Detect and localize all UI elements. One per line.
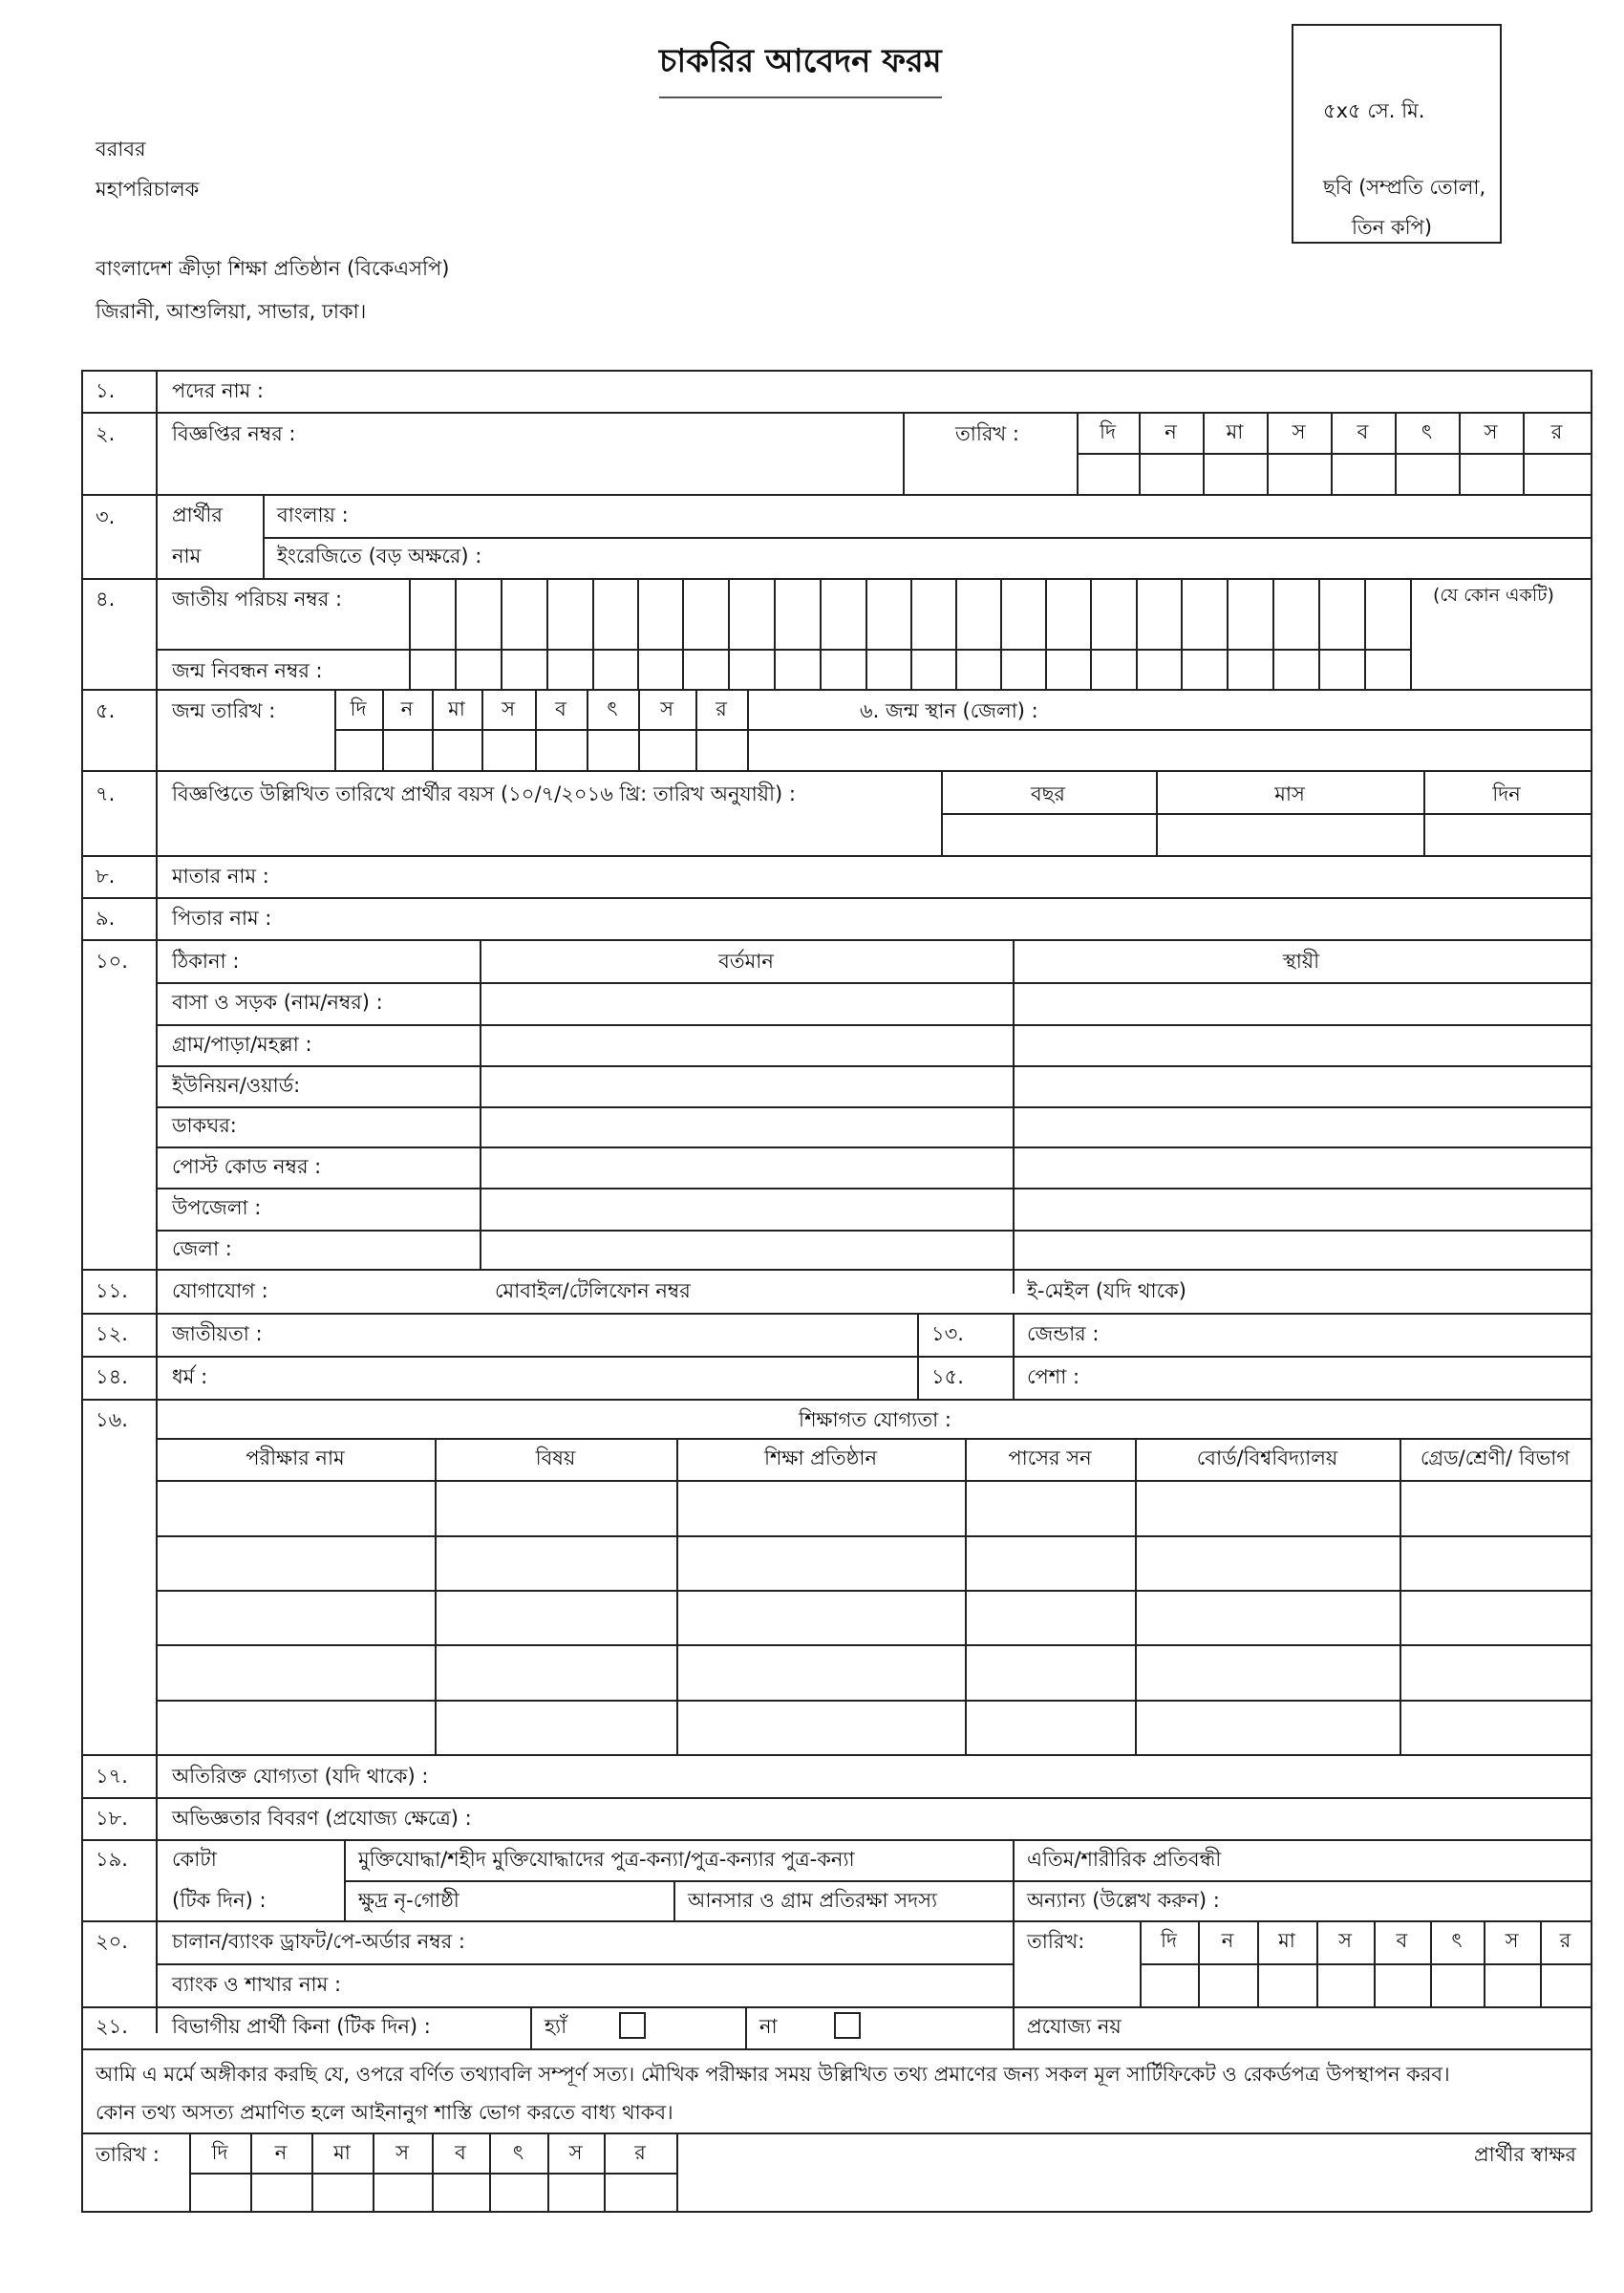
field-label: প্রার্থীর <box>172 504 223 526</box>
signature-date-digit-cell[interactable] <box>549 2175 603 2210</box>
date-letter: ৎ <box>1451 1929 1463 1952</box>
quota-option: মুক্তিযোদ্ধা/শহীদ মুক্তিযোদ্ধাদের পুত্র-কন্যা/পুত্র-কন্যার পুত্র-কন্যা <box>358 1848 855 1871</box>
row-number: ২. <box>96 422 116 445</box>
permanent-address-cell[interactable] <box>1015 984 1590 1023</box>
row-number: ১৫. <box>931 1365 964 1388</box>
date-digit-cell[interactable] <box>1397 455 1458 493</box>
nid-digit-cell[interactable] <box>639 580 681 648</box>
quota-orphan-cell[interactable] <box>1015 1841 1590 1879</box>
education-cell[interactable] <box>678 1702 964 1753</box>
date-letter: স <box>1338 1929 1352 1952</box>
date-letter: র <box>1559 1929 1571 1952</box>
quota-ansar-cell[interactable] <box>675 1882 1012 1919</box>
present-address-cell[interactable] <box>481 1189 1012 1229</box>
row-number: ৭. <box>96 782 116 805</box>
date-letter: দি <box>211 2141 228 2164</box>
date-digit-cell[interactable] <box>1079 455 1138 493</box>
quota-option: ক্ষুদ্র নৃ-গোষ্ঠী <box>358 1889 459 1912</box>
education-cell[interactable] <box>678 1646 964 1699</box>
education-cell[interactable] <box>437 1592 675 1643</box>
birthdate-digit-cell[interactable] <box>384 731 431 769</box>
photo-size: ৫x৫ সে. মি. <box>1323 99 1425 122</box>
row-number: ১৬. <box>96 1408 128 1431</box>
row-number: ১২. <box>96 1322 128 1345</box>
birth-reg-digit-cell[interactable] <box>776 651 819 688</box>
photo-note: তিন কপি) <box>1352 216 1433 239</box>
signature-date-digit-cell[interactable] <box>434 2175 488 2210</box>
address-field-label: পোস্ট কোড নম্বর : <box>172 1154 322 1178</box>
date-letter: ন <box>400 697 414 720</box>
permanent-address-cell[interactable] <box>1015 1232 1590 1268</box>
table-line <box>903 412 905 494</box>
notice-number-input[interactable] <box>288 414 902 493</box>
payment-date-digit-cell[interactable] <box>1542 1965 1590 2005</box>
signature-date-digit-cell[interactable] <box>374 2175 431 2210</box>
education-header: বোর্ড/বিশ্ববিদ্যালয় <box>1196 1447 1338 1469</box>
nid-digit-cell[interactable] <box>457 580 500 648</box>
date-letter: স <box>568 2141 583 2164</box>
date-letter: র <box>716 697 727 720</box>
permanent-address-cell[interactable] <box>1015 1067 1590 1105</box>
nationality-input[interactable] <box>269 1315 916 1355</box>
birth-reg-digit-cell[interactable] <box>1047 651 1089 688</box>
date-letter: র <box>1550 420 1563 443</box>
signature-date-digit-cell[interactable] <box>606 2175 675 2210</box>
table-line <box>1013 2006 1015 2048</box>
signature-date-digit-cell[interactable] <box>191 2175 249 2210</box>
signature-area[interactable] <box>678 2134 1590 2210</box>
birth-reg-digit-cell[interactable] <box>594 651 636 688</box>
extra-qualification-input[interactable] <box>460 1756 1590 1796</box>
payment-date-digit-cell[interactable] <box>1259 1965 1315 2005</box>
education-cell[interactable] <box>967 1537 1134 1589</box>
date-digit-cell[interactable] <box>1333 455 1394 493</box>
education-cell[interactable] <box>678 1592 964 1643</box>
field-label: পিতার নাম : <box>172 907 272 930</box>
present-address-cell[interactable] <box>481 1067 1012 1105</box>
payment-date-digit-cell[interactable] <box>1318 1965 1373 2005</box>
education-cell[interactable] <box>158 1537 434 1589</box>
field-label: বিভাগীয় প্রার্থী কিনা (টিক দিন) : <box>172 2015 431 2038</box>
gender-input[interactable] <box>1110 1315 1590 1355</box>
nid-digit-cell[interactable] <box>912 580 954 648</box>
education-header: শিক্ষা প্রতিষ্ঠান <box>764 1447 877 1469</box>
declaration-text: কোন তথ্য অসত্য প্রমাণিত হলে আইনানুগ শাস্তি ভোগ করতে বাধ্য থাকব। <box>96 2101 673 2124</box>
address-field-label: উপজেলা : <box>172 1196 262 1219</box>
education-header: পরীক্ষার নাম <box>246 1447 345 1469</box>
table-line <box>156 1438 1591 1440</box>
address-field-label: ইউনিয়ন/ওয়ার্ড: <box>172 1073 301 1097</box>
age-year-cell[interactable] <box>943 815 1155 854</box>
table-line <box>1410 578 1412 689</box>
education-cell[interactable] <box>1137 1592 1399 1643</box>
row-number: ৪. <box>96 588 116 611</box>
nid-digit-cell[interactable] <box>1320 580 1363 648</box>
field-label: বিজ্ঞপ্তিতে উল্লিখিত তারিখে প্রার্থীর বয়স (১০/৭/২০১৬ খ্রি: তারিখ অনুযায়ী) : <box>172 782 797 805</box>
nid-digit-cell[interactable] <box>684 580 727 648</box>
nid-digit-cell[interactable] <box>411 580 454 648</box>
quota-freedom-fighter-cell[interactable] <box>346 1841 1012 1879</box>
table-line <box>81 2048 1591 2050</box>
payment-date-digit-cell[interactable] <box>1376 1965 1429 2005</box>
father-name-input[interactable] <box>288 899 1590 938</box>
address-header: স্থায়ী <box>1282 950 1320 973</box>
field-label: জেন্ডার : <box>1027 1322 1100 1345</box>
row-number: ৩. <box>96 505 116 528</box>
quota-other-cell[interactable] <box>1015 1882 1590 1919</box>
field-label: যোগাযোগ : <box>172 1279 268 1302</box>
quota-option: অন্যান্য (উল্লেখ করুন) : <box>1027 1889 1220 1912</box>
education-header: বিষয় <box>535 1447 576 1469</box>
birth-reg-digit-cell[interactable] <box>1002 651 1044 688</box>
age-day-cell[interactable] <box>1425 815 1590 854</box>
nid-digit-cell[interactable] <box>502 580 545 648</box>
field-label: জাতীয়তা : <box>172 1322 263 1345</box>
photo-note: ছবি (সম্প্রতি তোলা, <box>1323 176 1486 199</box>
nid-digit-cell[interactable] <box>548 580 591 648</box>
table-line <box>81 1269 1591 1271</box>
education-cell[interactable] <box>1401 1537 1590 1589</box>
education-cell[interactable] <box>158 1646 434 1699</box>
photo-box <box>1292 24 1502 244</box>
table-line <box>745 2006 747 2048</box>
row-number: ৫. <box>96 699 116 722</box>
row-number: ১৭. <box>96 1765 128 1788</box>
field-label: ব্যাংক ও শাখার নাম : <box>172 1973 342 1996</box>
field-label: অতিরিক্ত যোগ্যতা (যদি থাকে) : <box>172 1765 429 1788</box>
nid-digit-cell[interactable] <box>867 580 909 648</box>
table-line <box>1013 1920 1015 2006</box>
education-cell[interactable] <box>967 1592 1134 1643</box>
field-label: জন্ম নিবন্ধন নম্বর : <box>172 659 323 682</box>
address-field-label: ডাকঘর: <box>172 1114 237 1137</box>
address-line: বাংলাদেশ ক্রীড়া শিক্ষা প্রতিষ্ঠান (বিকেএসপি) <box>96 257 450 280</box>
field-label: ঠিকানা : <box>172 950 240 973</box>
date-letter: মা <box>333 2141 351 2164</box>
date-letter: দি <box>1099 420 1117 443</box>
payment-date-digit-cell[interactable] <box>1485 1965 1539 2005</box>
birth-reg-digit-cell[interactable] <box>1320 651 1363 688</box>
education-cell[interactable] <box>437 1482 675 1534</box>
birth-reg-digit-cell[interactable] <box>1183 651 1226 688</box>
education-cell[interactable] <box>437 1646 675 1699</box>
payment-date-digit-cell[interactable] <box>1142 1965 1197 2005</box>
signature-label: প্রার্থীর স্বাক্ষর <box>1473 2143 1576 2166</box>
row-number: ১৮. <box>96 1807 128 1830</box>
table-line <box>263 494 265 578</box>
field-label: পেশা : <box>1027 1365 1080 1388</box>
birth-reg-digit-cell[interactable] <box>684 651 727 688</box>
nid-digit-cell[interactable] <box>1092 580 1135 648</box>
birthdate-digit-cell[interactable] <box>434 731 481 769</box>
birth-reg-digit-cell[interactable] <box>457 651 500 688</box>
field-label: বিজ্ঞপ্তির নম্বর : <box>172 422 296 445</box>
field-label: বাংলায় : <box>277 504 349 526</box>
row-number: ২০. <box>96 1930 128 1953</box>
checkbox-no[interactable] <box>834 2012 861 2039</box>
birth-reg-digit-cell[interactable] <box>502 651 545 688</box>
nid-digit-cell[interactable] <box>1366 580 1409 648</box>
field-label: নাম <box>172 545 202 568</box>
quota-option: এতিম/শারীরিক প্রতিবন্ধী <box>1027 1848 1222 1871</box>
row-number: ১১. <box>96 1279 128 1302</box>
birthdate-digit-cell[interactable] <box>336 731 381 769</box>
field-label: ধর্ম : <box>172 1365 208 1388</box>
birth-reg-digit-cell[interactable] <box>867 651 909 688</box>
nid-digit-cell[interactable] <box>1002 580 1044 648</box>
row-number: ২১. <box>96 2015 128 2038</box>
table-border <box>1591 370 1592 2212</box>
field-label: মোবাইল/টেলিফোন নম্বর <box>495 1279 691 1302</box>
nid-digit-cell[interactable] <box>957 580 999 648</box>
field-label: মাতার নাম : <box>172 865 269 888</box>
table-border <box>81 2211 1591 2213</box>
nid-digit-cell[interactable] <box>776 580 819 648</box>
table-line <box>81 1399 1591 1401</box>
date-letter: ৎ <box>607 697 618 720</box>
date-letter: স <box>502 697 515 720</box>
table-line <box>530 2006 532 2048</box>
birth-reg-digit-cell[interactable] <box>1138 651 1180 688</box>
permanent-address-cell[interactable] <box>1015 1189 1590 1229</box>
payment-date-digit-cell[interactable] <box>1432 1965 1483 2005</box>
field-label: ইংরেজিতে (বড় অক্ষরে) : <box>277 545 482 568</box>
table-line <box>747 729 1591 731</box>
education-cell[interactable] <box>158 1482 434 1534</box>
permanent-address-cell[interactable] <box>1015 1108 1590 1146</box>
age-month-cell[interactable] <box>1158 815 1422 854</box>
education-cell[interactable] <box>437 1537 675 1589</box>
education-cell[interactable] <box>1401 1482 1590 1534</box>
education-header: পাসের সন <box>1008 1447 1092 1469</box>
date-letter: স <box>1292 420 1306 443</box>
education-cell[interactable] <box>1137 1482 1399 1534</box>
nid-digit-cell[interactable] <box>1138 580 1180 648</box>
address-line: মহাপরিচালক <box>96 178 200 201</box>
field-label: জাতীয় পরিচয় নম্বর : <box>172 588 343 611</box>
date-letter: ৎ <box>512 2141 524 2164</box>
age-header: মাস <box>1274 782 1305 805</box>
education-cell[interactable] <box>967 1702 1134 1753</box>
date-digit-cell[interactable] <box>1461 455 1522 493</box>
education-cell[interactable] <box>158 1592 434 1643</box>
post-name-input[interactable] <box>250 372 1590 411</box>
present-address-cell[interactable] <box>481 1108 1012 1146</box>
date-letter: র <box>634 2141 646 2164</box>
birth-reg-digit-cell[interactable] <box>912 651 954 688</box>
birth-reg-digit-cell[interactable] <box>1366 651 1409 688</box>
row-number: ১. <box>96 379 116 402</box>
profession-input[interactable] <box>1110 1358 1590 1398</box>
row-number: ১৩. <box>931 1322 964 1345</box>
table-line <box>81 770 1591 772</box>
present-address-cell[interactable] <box>481 984 1012 1023</box>
date-digit-cell[interactable] <box>1141 455 1202 493</box>
nid-digit-cell[interactable] <box>1229 580 1271 648</box>
present-address-cell[interactable] <box>481 1026 1012 1064</box>
address-line: জিরানী, আশুলিয়া, সাভার, ঢাকা। <box>96 300 367 323</box>
table-line <box>156 370 158 2033</box>
note-text: (যে কোন একটি) <box>1433 585 1554 606</box>
field-label: ৬. জন্ম স্থান (জেলা) : <box>860 699 1038 722</box>
field-label: পদের নাম : <box>172 379 264 402</box>
birth-reg-digit-cell[interactable] <box>548 651 591 688</box>
date-letter: ব <box>455 2141 466 2164</box>
education-cell[interactable] <box>1137 1646 1399 1699</box>
education-cell[interactable] <box>967 1482 1134 1534</box>
table-line <box>81 2006 1591 2008</box>
section-title: শিক্ষাগত যোগ্যতা : <box>799 1408 951 1431</box>
name-bangla-input[interactable] <box>460 496 1590 536</box>
option-label: হ্যাঁ <box>545 2015 567 2038</box>
birth-reg-digit-cell[interactable] <box>1092 651 1135 688</box>
birth-reg-digit-cell[interactable] <box>1229 651 1271 688</box>
education-cell[interactable] <box>1401 1646 1590 1699</box>
field-label: তারিখ: <box>1027 1930 1085 1953</box>
present-address-cell[interactable] <box>481 1232 1012 1268</box>
date-letter: ব <box>555 697 566 720</box>
nid-digit-cell[interactable] <box>1047 580 1089 648</box>
education-cell[interactable] <box>158 1702 434 1753</box>
birthplace-input[interactable] <box>1053 691 1590 728</box>
birth-reg-digit-cell[interactable] <box>411 651 454 688</box>
challan-number-input[interactable] <box>480 1922 1012 1962</box>
signature-date-digit-cell[interactable] <box>491 2175 546 2210</box>
nid-digit-cell[interactable] <box>822 580 865 648</box>
education-cell[interactable] <box>437 1702 675 1753</box>
field-label: জন্ম তারিখ : <box>172 699 276 722</box>
birth-reg-digit-cell[interactable] <box>822 651 865 688</box>
name-english-input[interactable] <box>499 539 1590 577</box>
education-header: গ্রেড/শ্রেণী/ বিভাগ <box>1420 1447 1571 1469</box>
table-border <box>81 370 83 2212</box>
row-number: ৮. <box>96 865 116 888</box>
declaration-text: আমি এ মর্মে অঙ্গীকার করছি যে, ওপরে বর্ণিত তথ্যাবলি সম্পূর্ণ সত্য। মৌখিক পরীক্ষার সময় উল্লিখিত তথ্য প্রমাণের জন্য সকল মূল সার্টিফিকেট ও রেকর্ডপত্র উপস্থাপন করব। <box>96 2063 1450 2086</box>
date-letter: দি <box>1160 1929 1178 1952</box>
form-title: চাকরির আবেদন ফরম <box>659 36 942 98</box>
date-letter: স <box>1505 1929 1519 1952</box>
field-label: চালান/ব্যাংক ড্রাফট/পে-অর্ডার নম্বর : <box>172 1930 465 1953</box>
address-line: বরাবর <box>96 138 146 161</box>
field-label: তারিখ : <box>96 2143 160 2166</box>
birth-reg-digit-cell[interactable] <box>1274 651 1317 688</box>
education-cell[interactable] <box>1137 1702 1399 1753</box>
education-cell[interactable] <box>678 1537 964 1589</box>
signature-date-digit-cell[interactable] <box>313 2175 372 2210</box>
birth-reg-digit-cell[interactable] <box>957 651 999 688</box>
date-letter: ৎ <box>1421 420 1433 443</box>
date-letter: দি <box>350 697 367 720</box>
birthdate-digit-cell[interactable] <box>588 731 637 769</box>
row-number: ১৯. <box>96 1848 128 1871</box>
mother-name-input[interactable] <box>288 857 1590 896</box>
row-number: ১০. <box>96 950 128 973</box>
address-field-label: জেলা : <box>172 1236 232 1260</box>
bank-branch-input[interactable] <box>346 1965 1012 2005</box>
address-header: বর্তমান <box>718 950 774 973</box>
field-label: অভিজ্ঞতার বিবরণ (প্রযোজ্য ক্ষেত্রে) : <box>172 1807 472 1830</box>
date-digit-cell[interactable] <box>1205 455 1266 493</box>
permanent-address-cell[interactable] <box>1015 1148 1590 1187</box>
option-label: না <box>759 2015 778 2038</box>
nid-digit-cell[interactable] <box>594 580 636 648</box>
field-label: (টিক দিন) : <box>172 1889 267 1912</box>
date-letter: স <box>660 697 673 720</box>
option-label: প্রযোজ্য নয় <box>1027 2015 1122 2038</box>
education-cell[interactable] <box>967 1646 1134 1699</box>
religion-input[interactable] <box>231 1358 916 1398</box>
quota-ethnic-cell[interactable] <box>346 1882 673 1919</box>
payment-date-digit-cell[interactable] <box>1200 1965 1256 2005</box>
date-letter: ব <box>1357 420 1369 443</box>
quota-option: আনসার ও গ্রাম প্রতিরক্ষা সদস্য <box>688 1889 938 1912</box>
education-cell[interactable] <box>1401 1702 1590 1753</box>
date-letter: মা <box>448 697 465 720</box>
date-digit-cell[interactable] <box>1525 455 1590 493</box>
field-label: ই-মেইল (যদি থাকে) <box>1027 1279 1186 1302</box>
experience-input[interactable] <box>508 1799 1590 1838</box>
date-letter: ন <box>1165 420 1177 443</box>
birthdate-digit-cell[interactable] <box>483 731 534 769</box>
birthdate-digit-cell[interactable] <box>697 731 746 769</box>
checkbox-yes[interactable] <box>619 2012 646 2039</box>
date-letter: ব <box>1396 1929 1408 1952</box>
field-label: কোটা <box>172 1848 217 1871</box>
date-letter: ন <box>1221 1929 1234 1952</box>
nid-digit-cell[interactable] <box>1183 580 1226 648</box>
date-digit-cell[interactable] <box>1269 455 1330 493</box>
row-number: ৯. <box>96 907 116 930</box>
date-letter: ন <box>274 2141 288 2164</box>
nid-digit-cell[interactable] <box>1274 580 1317 648</box>
address-field-label: বাসা ও সড়ক (নাম/নম্বর) : <box>172 991 383 1014</box>
address-field-label: গ্রাম/পাড়া/মহল্লা : <box>172 1032 312 1056</box>
signature-date-digit-cell[interactable] <box>252 2175 310 2210</box>
date-letter: মা <box>1226 420 1244 443</box>
present-address-cell[interactable] <box>481 1148 1012 1187</box>
education-cell[interactable] <box>678 1482 964 1534</box>
education-cell[interactable] <box>1137 1537 1399 1589</box>
date-letter: স <box>395 2141 409 2164</box>
birthdate-digit-cell[interactable] <box>640 731 694 769</box>
birth-reg-digit-cell[interactable] <box>730 651 773 688</box>
birth-reg-digit-cell[interactable] <box>639 651 681 688</box>
age-header: বছর <box>1031 782 1065 805</box>
permanent-address-cell[interactable] <box>1015 1026 1590 1064</box>
education-cell[interactable] <box>1401 1592 1590 1643</box>
table-line <box>81 939 1591 941</box>
age-header: দিন <box>1492 782 1521 805</box>
date-letter: স <box>1484 420 1498 443</box>
birthdate-digit-cell[interactable] <box>537 731 586 769</box>
row-number: ১৪. <box>96 1365 128 1388</box>
field-label: তারিখ : <box>955 422 1019 445</box>
nid-digit-cell[interactable] <box>730 580 773 648</box>
date-letter: মা <box>1278 1929 1295 1952</box>
